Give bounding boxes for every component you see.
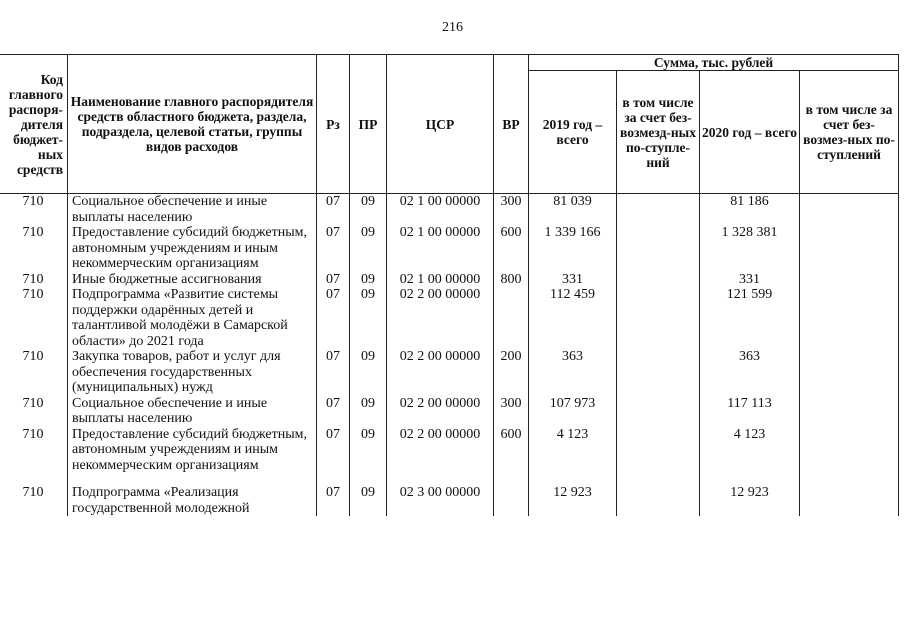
cell-free-2019 (617, 272, 700, 288)
cell-name: Социальное обеспечение и иные выплаты населению (68, 396, 317, 427)
cell-name: Подпрограмма «Реализация государственной молодежной (68, 473, 317, 516)
cell-code: 710 (0, 349, 68, 396)
cell-rz: 07 (317, 396, 350, 427)
header-total-2020: 2020 год – всего (700, 71, 800, 194)
cell-total-2019: 4 123 (529, 427, 617, 474)
cell-code: 710 (0, 473, 68, 516)
cell-total-2020: 12 923 (700, 473, 800, 516)
cell-name: Социальное обеспечение и иные выплаты населению (68, 194, 317, 226)
header-sum-group: Сумма, тыс. рублей (529, 55, 899, 71)
cell-total-2019: 81 039 (529, 194, 617, 226)
cell-rz: 07 (317, 473, 350, 516)
header-name: Наименование главного распорядителя средств областного бюджета, раздела, подраздела, целевой статьи, группы видов расходов (68, 55, 317, 194)
cell-csr: 02 1 00 00000 (387, 225, 494, 272)
cell-pr: 09 (350, 427, 387, 474)
table-row (0, 225, 899, 272)
cell-free-2019 (617, 473, 700, 516)
cell-total-2020: 1 328 381 (700, 225, 800, 272)
cell-total-2019: 12 923 (529, 473, 617, 516)
cell-name: Иные бюджетные ассигнования (68, 272, 317, 288)
cell-csr: 02 2 00 00000 (387, 396, 494, 427)
cell-free-2019 (617, 287, 700, 349)
cell-code: 710 (0, 287, 68, 349)
cell-csr: 02 2 00 00000 (387, 349, 494, 396)
cell-rz: 07 (317, 225, 350, 272)
cell-pr: 09 (350, 287, 387, 349)
cell-vr: 600 (494, 427, 529, 474)
table-row (0, 194, 899, 226)
cell-code: 710 (0, 272, 68, 288)
header-free-2020: в том числе за счет без-возмез-ных по-ступлений (800, 71, 899, 194)
header-pr: ПР (350, 55, 387, 194)
cell-total-2020: 117 113 (700, 396, 800, 427)
table-row (0, 272, 899, 288)
cell-total-2019: 1 339 166 (529, 225, 617, 272)
table-row (0, 349, 899, 396)
cell-code: 710 (0, 194, 68, 226)
cell-csr: 02 1 00 00000 (387, 272, 494, 288)
cell-code: 710 (0, 225, 68, 272)
cell-free-2020 (800, 427, 899, 474)
cell-total-2020: 4 123 (700, 427, 800, 474)
cell-free-2019 (617, 427, 700, 474)
cell-total-2019: 107 973 (529, 396, 617, 427)
cell-code: 710 (0, 396, 68, 427)
cell-total-2019: 331 (529, 272, 617, 288)
cell-pr: 09 (350, 225, 387, 272)
cell-csr: 02 1 00 00000 (387, 194, 494, 226)
cell-total-2020: 81 186 (700, 194, 800, 226)
cell-name: Подпрограмма «Развитие системы поддержки одарённых детей и талантливой молодёжи в Самарской области» до 2021 года (68, 287, 317, 349)
cell-pr: 09 (350, 349, 387, 396)
cell-rz: 07 (317, 272, 350, 288)
cell-vr (494, 287, 529, 349)
cell-vr: 300 (494, 194, 529, 226)
cell-free-2019 (617, 349, 700, 396)
cell-total-2020: 121 599 (700, 287, 800, 349)
cell-vr (494, 473, 529, 516)
cell-name: Предоставление субсидий бюджетным, автономным учреждениям и иным некоммерческим организациям (68, 427, 317, 474)
cell-free-2019 (617, 225, 700, 272)
cell-free-2019 (617, 194, 700, 226)
cell-vr: 300 (494, 396, 529, 427)
cell-total-2020: 331 (700, 272, 800, 288)
cell-free-2020 (800, 287, 899, 349)
cell-vr: 600 (494, 225, 529, 272)
cell-free-2020 (800, 225, 899, 272)
cell-csr: 02 3 00 00000 (387, 473, 494, 516)
cell-rz: 07 (317, 194, 350, 226)
header-rz: Рз (317, 55, 350, 194)
cell-pr: 09 (350, 396, 387, 427)
table-row (0, 427, 899, 474)
cell-free-2020 (800, 396, 899, 427)
cell-csr: 02 2 00 00000 (387, 427, 494, 474)
cell-free-2020 (800, 473, 899, 516)
cell-free-2019 (617, 396, 700, 427)
cell-code: 710 (0, 427, 68, 474)
cell-pr: 09 (350, 272, 387, 288)
cell-name: Предоставление субсидий бюджетным, автономным учреждениям и иным некоммерческим организациям (68, 225, 317, 272)
cell-pr: 09 (350, 473, 387, 516)
header-vr: ВР (494, 55, 529, 194)
cell-vr: 800 (494, 272, 529, 288)
cell-csr: 02 2 00 00000 (387, 287, 494, 349)
table-body (0, 194, 899, 517)
page-number: 216 (442, 20, 463, 35)
budget-table (0, 54, 899, 516)
cell-name: Закупка товаров, работ и услуг для обеспечения государственных (муниципальных) нужд (68, 349, 317, 396)
header-csr: ЦСР (387, 55, 494, 194)
header-code: Код главного распоря-дителя бюджет-ных средств (0, 55, 68, 194)
cell-pr: 09 (350, 194, 387, 226)
table-row (0, 287, 899, 349)
table-header (0, 55, 899, 194)
cell-rz: 07 (317, 349, 350, 396)
cell-rz: 07 (317, 287, 350, 349)
table-row (0, 473, 899, 516)
cell-total-2019: 112 459 (529, 287, 617, 349)
header-free-2019: в том числе за счет без-возмезд-ных по-ступле-ний (617, 71, 700, 194)
cell-total-2019: 363 (529, 349, 617, 396)
table-row (0, 396, 899, 427)
cell-total-2020: 363 (700, 349, 800, 396)
cell-free-2020 (800, 349, 899, 396)
cell-rz: 07 (317, 427, 350, 474)
cell-free-2020 (800, 272, 899, 288)
cell-vr: 200 (494, 349, 529, 396)
cell-free-2020 (800, 194, 899, 226)
header-total-2019: 2019 год – всего (529, 71, 617, 194)
